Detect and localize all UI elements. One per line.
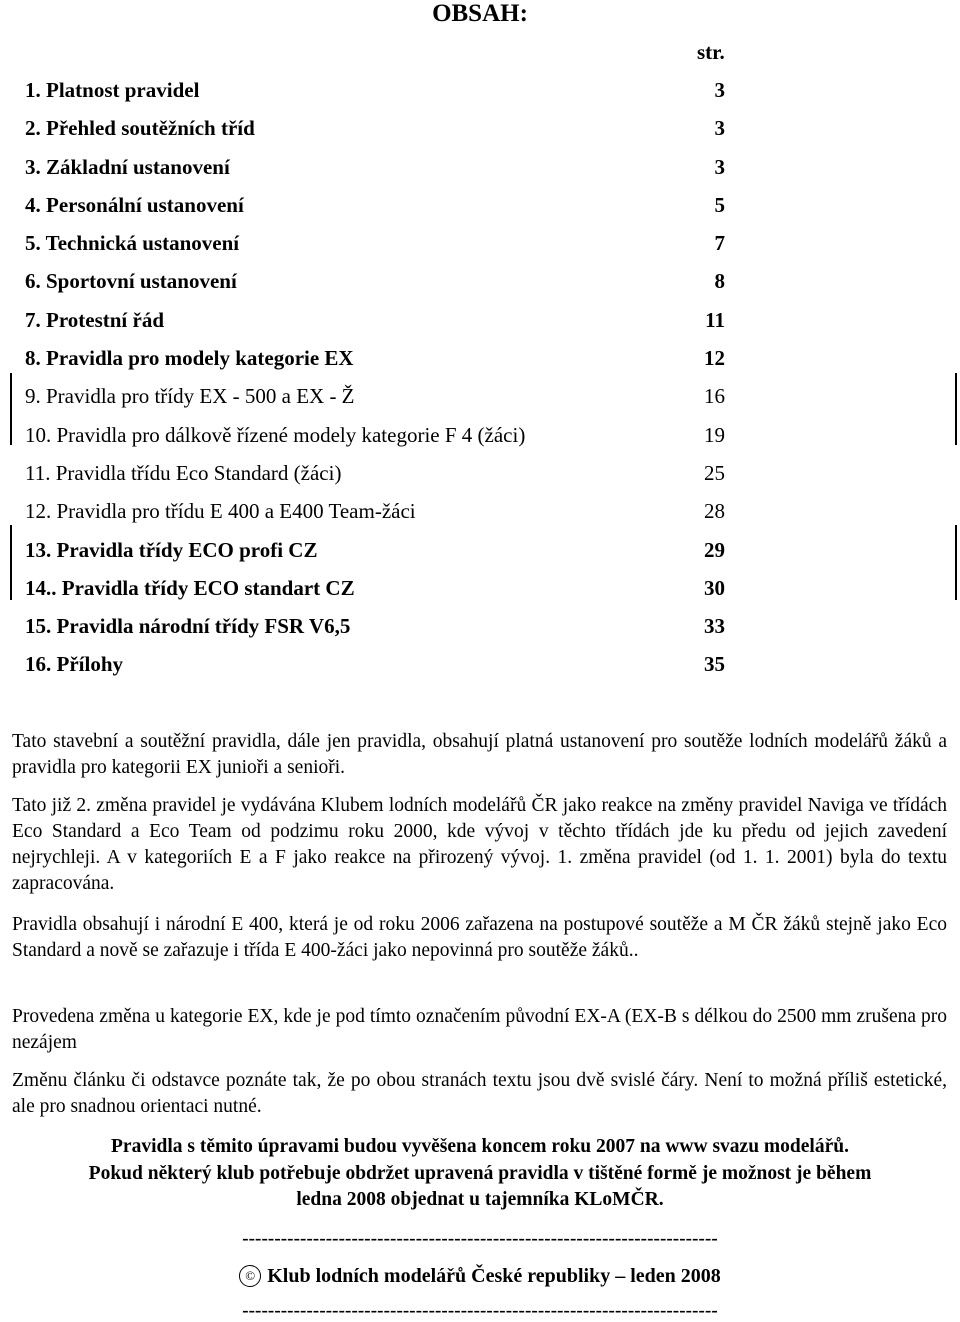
toc-entry-label: 1. Platnost pravidel	[25, 78, 200, 102]
revision-marker-left	[10, 373, 12, 445]
toc-entry	[25, 379, 725, 417]
toc-entry-page: 16	[704, 384, 725, 409]
toc-entry-page: 35	[704, 652, 725, 677]
footer	[0, 1265, 960, 1288]
toc-entry	[25, 494, 725, 532]
separator-bottom: --------------------------------------------------------------------------	[242, 1300, 718, 1321]
page-title: OBSAH:	[432, 0, 528, 27]
toc-entry-page: 30	[704, 575, 725, 600]
paragraph: Tato již 2. změna pravidel je vydávána Klubem lodních modelářů ČR jako reakce na změny pravidel Naviga ve třídách Eco Standard a Eco Team od podzimu roku 2000, kde vývoj v těchto třídách jde ku předu od jejich zavedení nejrychleji. A v kategoriích E a F jako reakce na přirozený vývoj. 1. změna pravidel (od 1. 1. 2001) byla do textu zapracována.	[12, 795, 947, 894]
toc-entry-label: 8. Pravidla pro modely kategorie EX	[25, 346, 354, 371]
toc-entry	[25, 456, 725, 494]
separator-top: --------------------------------------------------------------------------	[242, 1228, 718, 1249]
toc-entry-label: 3. Základní ustanovení	[25, 154, 230, 179]
toc-entry-page: 5	[714, 192, 725, 217]
paragraph: Pravidla obsahují i národní E 400, která je od roku 2006 zařazena na postupové soutěže a M ČR žáků stejně jako Eco Standard a nově se zařazuje i třída E 400-žáci jako nepovinná pro soutěže žáků..	[12, 914, 947, 961]
revision-marker-right	[955, 525, 957, 600]
page-column-label: str.	[697, 40, 725, 64]
toc-entry-page: 8	[714, 269, 725, 294]
notice-line: Pokud některý klub potřebuje obdržet upravená pravidla v tištěné formě je možnost je během	[88, 1162, 872, 1184]
toc-entry-label: 4. Personální ustanovení	[25, 192, 244, 217]
revision-marker-left	[10, 525, 12, 600]
toc-entry	[25, 609, 725, 647]
notice-line: ledna 2008 objednat u tajemníka KLoMČR.	[296, 1189, 664, 1210]
notice-line: Pravidla s těmito úpravami budou vyvěšena koncem roku 2007 na www svazu modelářů.	[111, 1136, 849, 1157]
toc-entry-page: 19	[704, 422, 725, 447]
toc-entry-label: 15. Pravidla národní třídy FSR V6,5	[25, 614, 351, 639]
toc-entry-label: 16. Přílohy	[25, 652, 123, 677]
paragraph: Změnu článku či odstavce poznáte tak, že po obou stranách textu jsou dvě svislé čáry. Není to možná příliš estetické, ale pro snadnou orientaci nutné.	[12, 1070, 947, 1117]
toc-entry	[25, 341, 725, 379]
toc-entry-label: 9. Pravidla pro třídy EX - 500 a EX - Ž	[25, 384, 355, 409]
toc-entry-page: 12	[704, 346, 725, 371]
copyright-icon: ©	[239, 1265, 261, 1287]
toc-entry-label: 5. Technická ustanovení	[25, 231, 240, 256]
toc-entry	[25, 226, 725, 264]
notice	[0, 1134, 960, 1214]
paragraph: Provedena změna u kategorie EX, kde je pod tímto označením původní EX-A (EX-B s délkou do 2500 mm zrušena pro nezájem	[12, 1006, 947, 1053]
footer-text: Klub lodních modelářů České republiky – leden 2008	[267, 1265, 721, 1287]
toc-entry	[25, 418, 725, 456]
toc-entry-page: 7	[714, 231, 725, 256]
toc-entry	[25, 111, 725, 149]
toc-entry-page: 33	[704, 614, 725, 639]
toc-entry	[25, 533, 725, 571]
toc-entry-label: 11. Pravidla třídu Eco Standard (žáci)	[25, 460, 342, 485]
toc-entry	[25, 571, 725, 609]
toc-entry	[25, 264, 725, 302]
toc-entry-page: 3	[714, 116, 725, 141]
toc-entry-label: 2. Přehled soutěžních tříd	[25, 116, 255, 141]
toc-entry-page: 28	[704, 499, 725, 524]
toc-entry-label: 7. Protestní řád	[25, 307, 165, 332]
toc-entry	[25, 73, 725, 111]
table-of-contents	[25, 73, 725, 686]
toc-entry	[25, 303, 725, 341]
toc-entry	[25, 188, 725, 226]
toc-entry	[25, 647, 725, 685]
toc-entry-page: 3	[714, 78, 725, 102]
toc-entry-page: 29	[704, 537, 725, 562]
toc-entry	[25, 150, 725, 188]
toc-entry-page: 3	[714, 154, 725, 179]
toc-entry-label: 6. Sportovní ustanovení	[25, 269, 237, 294]
toc-entry-label: 12. Pravidla pro třídu E 400 a E400 Team-žáci	[25, 499, 416, 524]
paragraph: Tato stavební a soutěžní pravidla, dále jen pravidla, obsahují platná ustanovení pro soutěže lodních modelářů žáků a pravidla pro kategorii EX junioři a senioři.	[12, 731, 947, 778]
toc-entry-label: 10. Pravidla pro dálkově řízené modely kategorie F 4 (žáci)	[25, 422, 526, 447]
toc-entry-page: 25	[704, 460, 725, 485]
toc-entry-label: 14.. Pravidla třídy ECO standart CZ	[25, 575, 355, 600]
toc-entry-label: 13. Pravidla třídy ECO profi CZ	[25, 537, 318, 562]
revision-marker-right	[955, 373, 957, 445]
toc-entry-page: 11	[705, 307, 725, 332]
